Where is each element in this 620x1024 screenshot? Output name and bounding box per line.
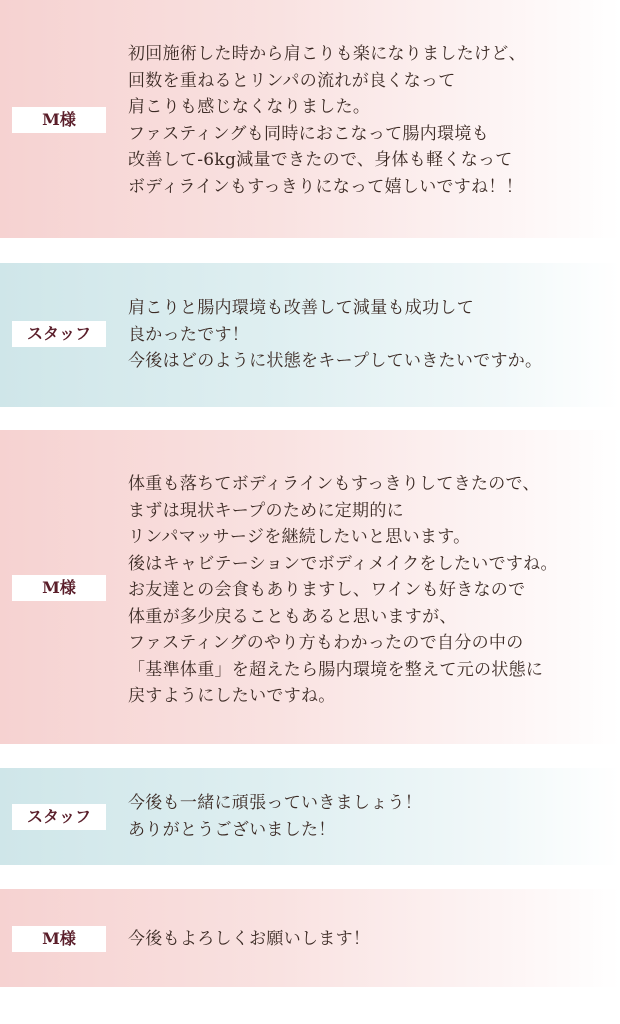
dialogue-text bbox=[128, 790, 598, 843]
dialogue-line: 戻すようにしたいですね。 bbox=[128, 686, 336, 706]
dialogue-line: 回数を重ねるとリンパの流れが良くなって bbox=[128, 70, 456, 91]
dialogue-line: 改善して-6kg減量できたので、身体も軽くなって bbox=[128, 150, 513, 170]
dialogue-text bbox=[128, 471, 598, 710]
dialogue-line: ありがとうございました！ bbox=[128, 819, 336, 840]
dialogue-block-staff-2 bbox=[0, 768, 620, 865]
dialogue-line: お友達との会食もありますし、ワインも好きなので bbox=[128, 580, 526, 600]
dialogue-line: ファスティングのやり方もわかったので自分の中の bbox=[128, 633, 524, 653]
dialogue-line: 今後はどのように状態をキープしていきたいですか。 bbox=[128, 351, 543, 371]
dialogue-line: リンパマッサージを継続したいと思います。 bbox=[128, 527, 471, 547]
speaker-label: M様 bbox=[12, 107, 106, 133]
dialogue-line: 肩こりも感じなくなりました。 bbox=[128, 97, 371, 117]
dialogue-line: 肩こりと腸内環境も改善して減量も成功して bbox=[128, 298, 474, 318]
dialogue-line: ファスティングも同時におこなって腸内環境も bbox=[128, 123, 489, 144]
dialogue-line: 初回施術した時から肩こりも楽になりましたけど、 bbox=[128, 44, 526, 64]
dialogue-line: 「基準体重」を超えたら腸内環境を整えて元の状態に bbox=[128, 659, 544, 680]
dialogue-block-customer-2 bbox=[0, 430, 620, 744]
dialogue-line: 後はキャビテーションでボディメイクをしたいですね。 bbox=[128, 553, 558, 574]
dialogue-block-staff-1 bbox=[0, 263, 620, 407]
speaker-label: M様 bbox=[12, 575, 106, 601]
speaker-label: スタッフ bbox=[12, 804, 106, 830]
dialogue-line: 体重も落ちてボディラインもすっきりしてきたので、 bbox=[128, 474, 540, 494]
dialogue-line: まずは現状キープのために定期的に bbox=[128, 500, 404, 521]
dialogue-line: 今後も一緒に頑張っていきましょう！ bbox=[128, 793, 423, 813]
dialogue-text bbox=[128, 41, 598, 200]
dialogue-block-customer-1 bbox=[0, 0, 620, 238]
dialogue-text bbox=[128, 926, 598, 953]
dialogue-text bbox=[128, 295, 598, 375]
dialogue-line: 今後もよろしくお願いします！ bbox=[128, 929, 371, 949]
speaker-label: スタッフ bbox=[12, 321, 106, 347]
dialogue-block-customer-3 bbox=[0, 889, 620, 987]
dialogue-line: 良かったです！ bbox=[128, 324, 250, 345]
dialogue-line: ボディラインもすっきりになって嬉しいですね！！ bbox=[128, 176, 524, 197]
speaker-label: M様 bbox=[12, 926, 106, 952]
dialogue-line: 体重が多少戻ることもあると思いますが、 bbox=[128, 606, 457, 627]
